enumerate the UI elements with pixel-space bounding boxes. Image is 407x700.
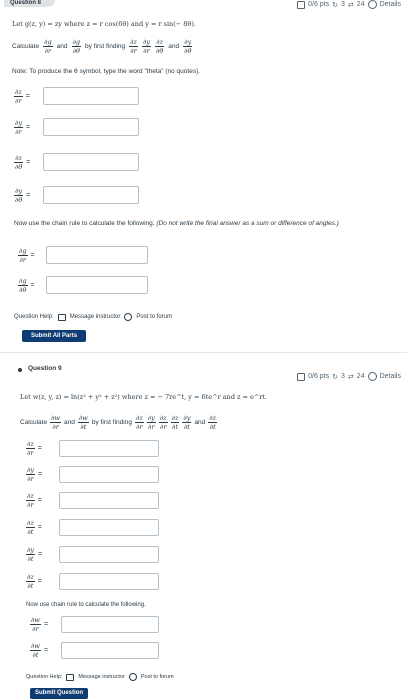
question-8-intro: Let g(z, y) = zy where z = r cos(6θ) and y = r sin(− 8θ). <box>12 20 196 28</box>
question-9-calc-line <box>20 414 217 431</box>
details-icon[interactable] <box>368 372 377 381</box>
partial-label: $\frac{\partial z}{\partial r}$ <box>27 492 34 509</box>
equals-sign: = <box>37 497 42 504</box>
partial-row <box>26 440 159 457</box>
retry-icon: ↻ <box>332 373 339 381</box>
partial-row <box>14 186 139 204</box>
answer-input[interactable] <box>59 492 159 509</box>
first-frac: $\frac{\partial y}{\partial r}$ <box>147 414 155 431</box>
equals-sign: = <box>43 647 49 654</box>
question-9-title: Question 9 <box>28 365 62 372</box>
chain-row <box>18 246 148 264</box>
partial-label: $\frac{\partial z}{\partial t}$ <box>27 573 34 590</box>
attempts-count: 24 <box>356 1 365 8</box>
chain-row <box>30 642 159 659</box>
first-frac: $\frac{\partial z}{\partial t}$ <box>171 414 179 431</box>
target-frac: $\frac{\partial g}{\partial r}$ <box>44 38 52 55</box>
first-frac: $\frac{\partial y}{\partial\theta}$ <box>184 38 192 55</box>
first-frac: $\frac{\partial z}{\partial\theta}$ <box>155 38 164 55</box>
equals-sign: = <box>25 92 30 100</box>
target-frac: $\frac{\partial w}{\partial r}$ <box>51 414 61 431</box>
theta-note: Note: To produce the θ symbol, type the word "theta" (no quotes). <box>12 68 201 75</box>
equals-sign: = <box>26 158 31 166</box>
and-label: and <box>56 43 68 50</box>
first-frac: $\frac{\partial y}{\partial r}$ <box>142 38 150 55</box>
first-frac: $\frac{\partial z}{\partial r}$ <box>130 38 137 55</box>
chain-rule-text: Now use the chain rule to calculate the following. <box>14 220 157 227</box>
partial-label: $\frac{\partial y}{\partial r}$ <box>15 118 23 136</box>
answer-input[interactable] <box>46 276 148 294</box>
equals-sign: = <box>38 471 43 478</box>
points-icon <box>297 373 305 381</box>
question-8-tab: Question 8 <box>4 0 55 7</box>
equals-sign: = <box>43 621 49 628</box>
message-instructor-link[interactable]: Message instructor <box>78 674 125 680</box>
retry-icon: ↻ <box>332 1 339 9</box>
partial-row <box>26 492 159 509</box>
target-frac: $\frac{\partial g}{\partial\theta}$ <box>72 38 81 55</box>
equals-sign: = <box>37 578 42 585</box>
question-status-dot <box>18 368 22 372</box>
partial-label: $\frac{\partial z}{\partial t}$ <box>27 519 34 536</box>
chain-label: $\frac{\partial g}{\partial r}$ <box>19 246 27 264</box>
message-instructor-link[interactable]: Message instructor <box>69 314 121 320</box>
answer-input[interactable] <box>43 153 139 171</box>
points-icon <box>297 1 305 9</box>
equals-sign: = <box>30 251 35 259</box>
answer-input[interactable] <box>59 546 159 563</box>
answer-input[interactable] <box>59 519 159 536</box>
first-frac: $\frac{\partial z}{\partial r}$ <box>135 414 143 431</box>
question-9-meta <box>297 372 401 381</box>
details-link[interactable]: Details <box>379 1 401 8</box>
answer-input[interactable] <box>61 642 159 659</box>
question-help <box>26 673 174 681</box>
partial-label: $\frac{\partial z}{\partial\theta}$ <box>15 153 23 171</box>
question-help-label: Question Help: <box>14 314 54 320</box>
attempts-count: 24 <box>356 373 365 380</box>
equals-sign: = <box>26 191 31 199</box>
partial-row <box>26 519 159 536</box>
mail-icon[interactable] <box>66 674 74 681</box>
attempts-icon: ⇄ <box>347 373 354 381</box>
details-link[interactable]: Details <box>379 373 401 380</box>
partial-label: $\frac{\partial y}{\partial\theta}$ <box>15 186 23 204</box>
question-help <box>14 313 172 321</box>
equals-sign: = <box>37 524 42 531</box>
partial-row <box>26 573 159 590</box>
forum-icon[interactable] <box>124 313 132 321</box>
equals-sign: = <box>26 123 31 131</box>
answer-input[interactable] <box>43 186 139 204</box>
and-label: and <box>168 43 180 50</box>
forum-icon[interactable] <box>129 673 137 681</box>
answer-input[interactable] <box>46 246 148 264</box>
submit-all-parts-button[interactable]: Submit All Parts <box>22 330 86 342</box>
answer-input[interactable] <box>59 440 159 457</box>
partial-row <box>14 118 139 136</box>
post-forum-link[interactable]: Post to forum <box>140 674 174 680</box>
equals-sign: = <box>30 281 35 289</box>
chain-label: $\frac{\partial w}{\partial t}$ <box>31 642 40 659</box>
equals-sign: = <box>38 551 43 558</box>
question-9-intro: Let w(z, y, z) = ln(z² + y² + z²) where z = − 7re^t, y = 6te^r and z = e^rt. <box>20 393 268 401</box>
partial-label: $\frac{\partial y}{\partial r}$ <box>27 466 35 483</box>
partial-label: $\frac{\partial z}{\partial r}$ <box>15 87 22 105</box>
partial-row <box>26 546 159 563</box>
chain-row <box>30 616 159 633</box>
answer-input[interactable] <box>61 616 159 633</box>
partial-row <box>14 87 139 105</box>
points-text: 0/6 pts <box>308 373 330 380</box>
chain-row <box>18 276 148 294</box>
chain-rule-instruction: Now use chain rule to calculate the following. <box>26 602 146 608</box>
chain-label: $\frac{\partial w}{\partial r}$ <box>31 616 40 633</box>
partial-row <box>14 153 139 171</box>
and-label: and <box>64 419 75 426</box>
by-first-label: by first finding <box>91 419 132 426</box>
retry-count: 3 <box>341 373 345 380</box>
mail-icon[interactable] <box>58 314 66 321</box>
by-first-label: by first finding <box>85 43 126 50</box>
points-text: 0/6 pts <box>308 1 330 8</box>
submit-question-button[interactable]: Submit Question <box>30 688 88 699</box>
post-forum-link[interactable]: Post to forum <box>136 314 173 320</box>
first-frac: $\frac{\partial z}{\partial r}$ <box>159 414 167 431</box>
question-divider <box>0 352 407 353</box>
attempts-icon: ⇄ <box>347 1 354 9</box>
answer-input[interactable] <box>43 118 139 136</box>
chain-label: $\frac{\partial g}{\partial\theta}$ <box>19 276 27 294</box>
question-help-label: Question Help: <box>26 674 63 680</box>
answer-input[interactable] <box>43 87 139 105</box>
first-frac: $\frac{\partial y}{\partial t}$ <box>183 414 191 431</box>
calc-label: Calculate <box>12 43 40 50</box>
question-8-meta <box>297 0 401 9</box>
target-frac: $\frac{\partial w}{\partial t}$ <box>78 414 88 431</box>
partial-label: $\frac{\partial y}{\partial t}$ <box>27 546 35 563</box>
details-icon[interactable] <box>368 0 377 9</box>
question-8-calc-line <box>12 38 192 55</box>
chain-rule-note: (Do not write the final answer as a sum or difference of angles.) <box>156 220 339 227</box>
first-frac: $\frac{\partial z}{\partial t}$ <box>209 414 217 431</box>
partial-row <box>26 466 159 483</box>
equals-sign: = <box>37 445 42 452</box>
calc-label: Calculate <box>20 419 48 426</box>
and-label: and <box>194 419 206 426</box>
chain-rule-instruction <box>14 220 394 228</box>
answer-input[interactable] <box>59 466 159 483</box>
answer-input[interactable] <box>59 573 159 590</box>
retry-count: 3 <box>341 1 345 8</box>
partial-label: $\frac{\partial z}{\partial r}$ <box>27 440 34 457</box>
